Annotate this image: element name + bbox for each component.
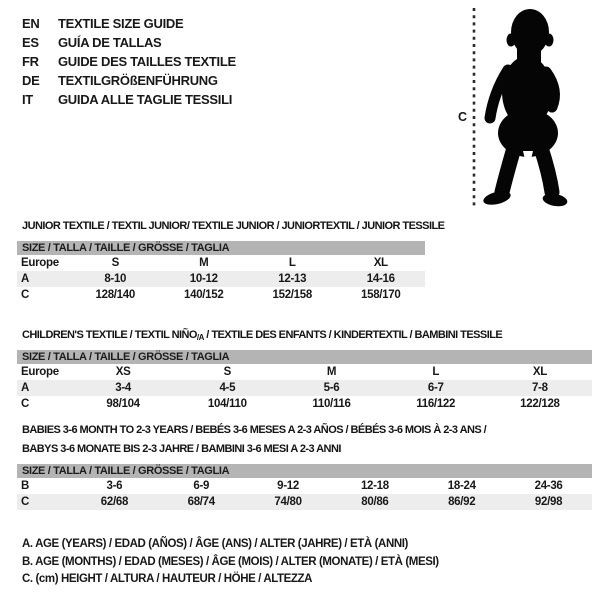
legend-line-a: A. AGE (YEARS) / EDAD (AÑOS) / ÂGE (ANS) / ALTER (JAHRE) / ETÀ (ANNI): [22, 538, 408, 550]
table-cell: S: [223, 366, 231, 378]
table-cell: 18-24: [447, 480, 476, 492]
row-label: C: [21, 398, 30, 410]
table-cell: 6-7: [427, 382, 444, 394]
table-cell: 5-6: [323, 382, 340, 394]
language-guide: [22, 14, 236, 109]
language-title: TEXTILGRÖßENFÜHRUNG: [58, 73, 218, 88]
table-cell: M: [199, 257, 209, 269]
table-cell: 14-16: [366, 273, 395, 285]
table-cell: 80/86: [361, 496, 389, 508]
row-label: C: [21, 496, 30, 508]
height-c-label: C: [458, 110, 468, 124]
table-cell: 158/170: [361, 289, 401, 301]
table-cell: 104/110: [207, 398, 247, 410]
table-cell: 116/122: [416, 398, 456, 410]
baby-silhouette-graphic: [440, 0, 600, 218]
table-cell: XL: [373, 257, 388, 269]
language-code: IT: [22, 92, 33, 107]
table-cell: M: [326, 366, 337, 378]
table-row: [17, 494, 592, 510]
table-cell: 9-12: [277, 480, 299, 492]
baby-figure: [440, 0, 600, 218]
table-cell: 92/98: [534, 496, 563, 508]
table-cell: 12-13: [278, 273, 307, 285]
language-code: ES: [22, 35, 39, 50]
legend-line-b: B. AGE (MONTHS) / EDAD (MESES) / ÂGE (MOIS) / ALTER (MONATE) / ETÀ (MESI): [22, 555, 439, 568]
table-cell: 3-4: [115, 382, 131, 394]
language-title: TEXTILE SIZE GUIDE: [58, 16, 184, 31]
row-label: C: [21, 289, 30, 301]
row-label: A: [21, 273, 30, 285]
table-cell: 8-10: [104, 273, 127, 285]
table-cell: 7-8: [532, 382, 548, 394]
table-cell: 152/158: [272, 289, 312, 301]
table-cell: L: [432, 366, 440, 378]
children-title-text: / TEXTILE DES ENFANTS / KINDERTEXTIL / BAMBINI TESSILE: [203, 329, 503, 341]
table-row: [17, 364, 592, 380]
size-header-bar: SIZE / TALLA / TAILLE / GRÖSSE / TAGLIA: [17, 464, 592, 478]
table-cell: 12-18: [360, 480, 389, 492]
table-cell: 140/152: [184, 289, 224, 301]
table-row: [17, 478, 592, 494]
table-cell: L: [288, 257, 296, 269]
size-header-bar: SIZE / TALLA / TAILLE / GRÖSSE / TAGLIA: [17, 350, 592, 364]
table-cell: 128/140: [95, 289, 135, 301]
children-size-table: [17, 350, 592, 412]
children-section-title: [22, 326, 502, 347]
baby-silhouette: [482, 9, 568, 208]
table-cell: 98/104: [106, 398, 140, 410]
language-code: DE: [22, 73, 40, 88]
table-cell: 6-9: [193, 480, 210, 492]
table-row: [17, 287, 425, 303]
legend: [22, 536, 439, 589]
table-cell: 68/74: [187, 496, 215, 508]
children-title-subscript: /A: [196, 333, 204, 342]
language-title: GUÍA DE TALLAS: [58, 35, 162, 50]
language-title: GUIDE DES TAILLES TEXTILE: [58, 54, 236, 69]
table-row: [17, 380, 592, 396]
babies-title-line2: BABYS 3-6 MONATE BIS 2-3 JAHRE / BAMBINI 3-6 MESI A 2-3 ANNI: [22, 443, 341, 455]
legend-line-c: C. (cm) HEIGHT / ALTURA / HAUTEUR / HÖHE / ALTEZZA: [22, 573, 313, 585]
language-code: EN: [22, 16, 40, 31]
language-code: FR: [22, 54, 39, 69]
table-cell: 86/92: [448, 496, 476, 508]
table-cell: XL: [532, 366, 547, 378]
table-cell: 122/128: [520, 398, 560, 410]
table-cell: XS: [115, 366, 131, 378]
row-label: A: [21, 382, 30, 394]
row-label: B: [21, 480, 30, 492]
table-row: [17, 271, 425, 287]
row-label: Europe: [21, 257, 59, 269]
babies-title-line1: BABIES 3-6 MONTH TO 2-3 YEARS / BEBÉS 3-6 MESES A 2-3 AÑOS / BÉBÉS 3-6 MOIS À 2-3 ANS /: [22, 424, 487, 436]
table-cell: 10-12: [189, 273, 218, 285]
table-row: [17, 396, 592, 412]
table-row: [17, 255, 425, 271]
junior-section-title: JUNIOR TEXTILE / TEXTIL JUNIOR/ TEXTILE JUNIOR / JUNIORTEXTIL / JUNIOR TESSILE: [22, 220, 445, 232]
language-title: GUIDA ALLE TAGLIE TESSILI: [58, 92, 233, 107]
table-cell: 24-36: [534, 480, 563, 492]
table-cell: 74/80: [274, 496, 302, 508]
children-title-text: CHILDREN'S TEXTILE / TEXTIL NIÑO: [22, 329, 197, 341]
table-cell: 4-5: [219, 382, 236, 394]
table-cell: S: [111, 257, 119, 269]
size-header-bar: SIZE / TALLA / TAILLE / GRÖSSE / TAGLIA: [17, 241, 425, 255]
table-cell: 110/116: [312, 398, 351, 410]
row-label: Europe: [21, 366, 59, 378]
junior-size-table: [17, 241, 425, 303]
babies-section-title: [22, 421, 486, 459]
table-cell: 3-6: [106, 480, 123, 492]
table-cell: 62/68: [100, 496, 129, 508]
babies-size-table: [17, 464, 592, 510]
